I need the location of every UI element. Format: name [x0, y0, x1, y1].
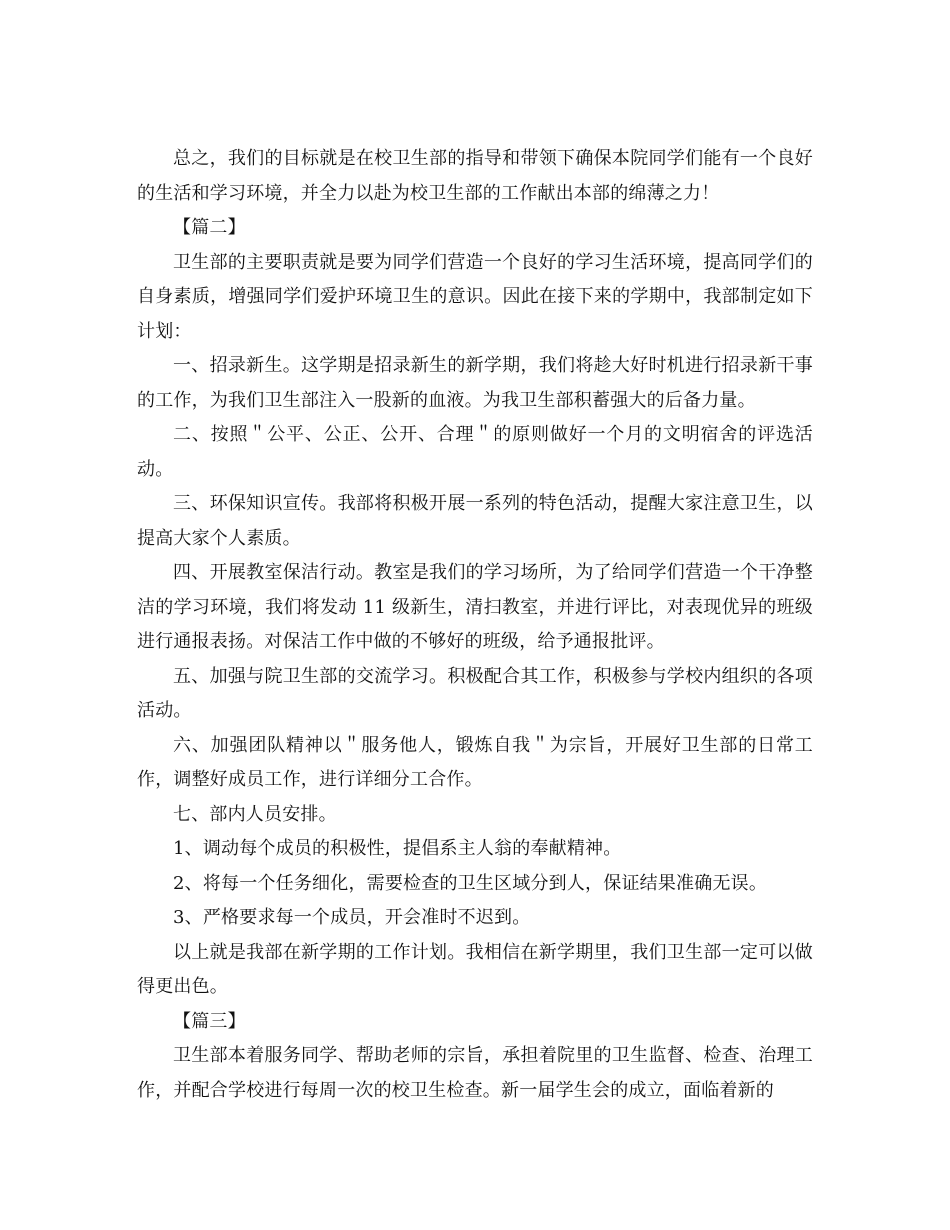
plan-item-5: 五、加强与院卫生部的交流学习。积极配合其工作，积极参与学校内组织的各项活动。 [137, 665, 813, 721]
plan-item-3: 三、环保知识宣传。我部将积极开展一系列的特色活动，提醒大家注意卫生，以提高大家个人素质。 [137, 493, 813, 549]
plan-item-1: 一、招录新生。这学期是招录新生的新学期，我们将趁大好时机进行招录新干事的工作，为我们卫生部注入一股新的血液。为我卫生部积蓄强大的后备力量。 [137, 355, 813, 411]
paragraph-conclusion: 以上就是我部在新学期的工作计划。我相信在新学期里，我们卫生部一定可以做得更出色。 [137, 941, 813, 997]
paragraph-part-three: 卫生部本着服务同学、帮助老师的宗旨，承担着院里的卫生监督、检查、治理工作，并配合学校进行每周一次的校卫生检查。新一届学生会的成立，面临着新的 [137, 1045, 813, 1101]
sub-item-1: 1、调动每个成员的积极性，提倡系主人翁的奉献精神。 [173, 838, 622, 859]
paragraph-summary: 总之，我们的目标就是在校卫生部的指导和带领下确保本院同学们能有一个良好的生活和学习环境，并全力以赴为校卫生部的工作献出本部的绵薄之力！ [137, 148, 813, 204]
plan-item-2: 二、按照＂公平、公正、公开、合理＂的原则做好一个月的文明宿舍的评选活动。 [137, 424, 813, 480]
sub-item-3: 3、严格要求每一个成员，开会准时不迟到。 [173, 907, 531, 928]
plan-item-7: 七、部内人员安排。 [173, 803, 337, 825]
plan-item-6: 六、加强团队精神以＂服务他人，锻炼自我＂为宗旨，开展好卫生部的日常工作，调整好成员工作，进行详细分工合作。 [137, 734, 813, 790]
section-heading-part-two: 【篇二】 [173, 217, 246, 238]
document-body [137, 142, 813, 1108]
section-heading-part-three: 【篇三】 [173, 1010, 246, 1032]
sub-item-2: 2、将每一个任务细化，需要检查的卫生区域分到人，保证结果准确无误。 [173, 872, 768, 894]
paragraph-intro: 卫生部的主要职责就是要为同学们营造一个良好的学习生活环境，提高同学们的自身素质，增强同学们爱护环境卫生的意识。因此在接下来的学期中，我部制定如下计划： [137, 251, 813, 342]
plan-item-4: 四、开展教室保洁行动。教室是我们的学习场所，为了给同学们营造一个干净整洁的学习环境，我们将发动 11 级新生，清扫教室，并进行评比，对表现优异的班级进行通报表扬。对保洁工作中做的不够好的班级，给予通报批评。 [137, 562, 813, 652]
